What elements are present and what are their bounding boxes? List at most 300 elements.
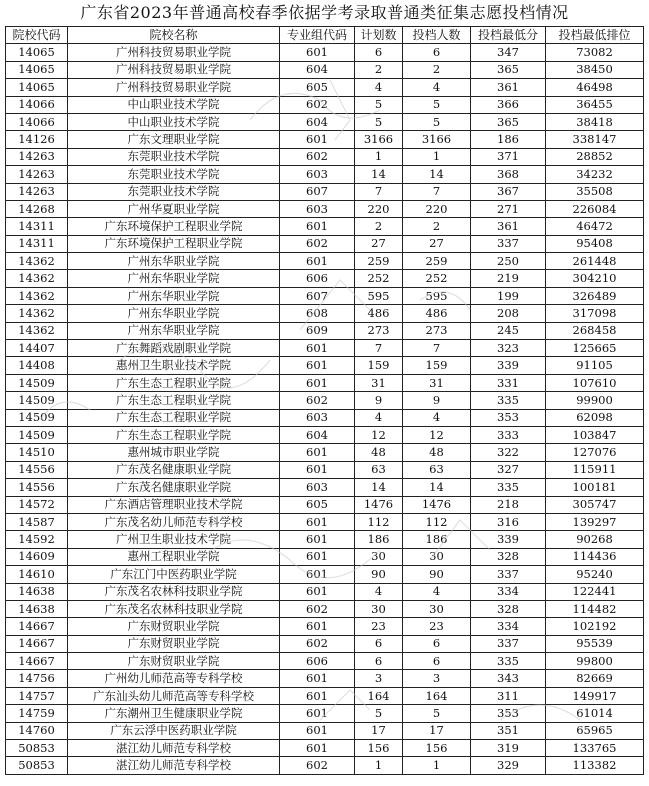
cell-school-name: 广东财贸职业学院: [68, 618, 280, 635]
cell-admitted-count: 63: [403, 461, 471, 478]
cell-school-code: 14066: [6, 96, 68, 113]
cell-min-rank: 102192: [546, 618, 644, 635]
cell-min-score: 328: [471, 548, 546, 565]
cell-school-code: 14509: [6, 409, 68, 426]
cell-major-group-code: 601: [280, 531, 355, 548]
cell-plan-count: 220: [355, 200, 403, 217]
cell-admitted-count: 5: [403, 113, 471, 130]
cell-min-rank: 61014: [546, 705, 644, 722]
cell-min-score: 186: [471, 131, 546, 148]
cell-min-score: 323: [471, 340, 546, 357]
cell-major-group-code: 603: [280, 200, 355, 217]
cell-min-rank: 95539: [546, 635, 644, 652]
cell-min-score: 218: [471, 496, 546, 513]
cell-major-group-code: 602: [280, 757, 355, 774]
cell-min-score: 343: [471, 670, 546, 687]
cell-school-code: 14311: [6, 218, 68, 235]
cell-school-name: 湛江幼儿师范专科学校: [68, 757, 280, 774]
cell-min-score: 245: [471, 322, 546, 339]
cell-min-score: 361: [471, 218, 546, 235]
cell-school-code: 14638: [6, 600, 68, 617]
cell-school-code: 14126: [6, 131, 68, 148]
table-row: [6, 566, 644, 583]
cell-plan-count: 1: [355, 148, 403, 165]
cell-admitted-count: 90: [403, 566, 471, 583]
table-row: [6, 600, 644, 617]
cell-plan-count: 9: [355, 392, 403, 409]
cell-admitted-count: 3: [403, 670, 471, 687]
cell-school-name: 中山职业技术学院: [68, 113, 280, 130]
cell-major-group-code: 601: [280, 722, 355, 739]
cell-min-rank: 62098: [546, 409, 644, 426]
cell-school-name: 广东茂名农林科技职业学院: [68, 600, 280, 617]
cell-school-code: 14667: [6, 635, 68, 652]
cell-school-name: 东莞职业技术学院: [68, 148, 280, 165]
cell-school-name: 惠州卫生职业技术学院: [68, 357, 280, 374]
table-row: [6, 322, 644, 339]
cell-min-rank: 115911: [546, 461, 644, 478]
cell-school-name: 广州东华职业学院: [68, 253, 280, 270]
cell-min-score: 333: [471, 426, 546, 443]
cell-min-rank: 65965: [546, 722, 644, 739]
cell-school-code: 14759: [6, 705, 68, 722]
cell-min-score: 365: [471, 113, 546, 130]
cell-school-name: 惠州工程职业学院: [68, 548, 280, 565]
cell-admitted-count: 4: [403, 583, 471, 600]
cell-min-score: 339: [471, 531, 546, 548]
table-header-row: [6, 27, 644, 44]
page-title: 广东省2023年普通高校春季依据学考录取普通类征集志愿投档情况: [80, 3, 569, 22]
cell-school-code: 14556: [6, 479, 68, 496]
cell-min-score: 327: [471, 461, 546, 478]
cell-major-group-code: 604: [280, 426, 355, 443]
cell-min-score: 334: [471, 583, 546, 600]
cell-plan-count: 112: [355, 513, 403, 530]
cell-min-rank: 46472: [546, 218, 644, 235]
table-row: [6, 444, 644, 461]
cell-min-rank: 133765: [546, 740, 644, 757]
cell-school-name: 广州东华职业学院: [68, 287, 280, 304]
cell-min-rank: 114482: [546, 600, 644, 617]
cell-plan-count: 3: [355, 670, 403, 687]
cell-school-name: 广东茂名幼儿师范专科学校: [68, 513, 280, 530]
cell-major-group-code: 601: [280, 705, 355, 722]
cell-admitted-count: 27: [403, 235, 471, 252]
cell-admitted-count: 48: [403, 444, 471, 461]
cell-school-code: 14311: [6, 235, 68, 252]
cell-major-group-code: 601: [280, 357, 355, 374]
cell-school-name: 广州科技贸易职业学院: [68, 61, 280, 78]
cell-plan-count: 2: [355, 218, 403, 235]
header-min-score: 投档最低分: [471, 27, 546, 44]
cell-min-rank: 127076: [546, 444, 644, 461]
cell-min-rank: 46498: [546, 79, 644, 96]
cell-school-code: 14609: [6, 548, 68, 565]
cell-school-code: 14510: [6, 444, 68, 461]
table-row: [6, 96, 644, 113]
cell-plan-count: 14: [355, 166, 403, 183]
table-row: [6, 740, 644, 757]
cell-admitted-count: 1: [403, 148, 471, 165]
cell-school-name: 广东云浮中医药职业学院: [68, 722, 280, 739]
cell-admitted-count: 595: [403, 287, 471, 304]
cell-min-score: 331: [471, 374, 546, 391]
cell-school-name: 广州科技贸易职业学院: [68, 44, 280, 61]
cell-school-name: 广东文理职业学院: [68, 131, 280, 148]
cell-min-score: 199: [471, 287, 546, 304]
cell-min-score: 250: [471, 253, 546, 270]
cell-school-code: 14065: [6, 44, 68, 61]
cell-min-score: 365: [471, 61, 546, 78]
cell-admitted-count: 220: [403, 200, 471, 217]
cell-min-score: 366: [471, 96, 546, 113]
cell-school-code: 14362: [6, 305, 68, 322]
cell-min-rank: 114436: [546, 548, 644, 565]
cell-min-score: 337: [471, 566, 546, 583]
cell-school-name: 广东生态工程职业学院: [68, 426, 280, 443]
cell-plan-count: 159: [355, 357, 403, 374]
cell-major-group-code: 606: [280, 653, 355, 670]
cell-min-rank: 28852: [546, 148, 644, 165]
cell-min-rank: 305747: [546, 496, 644, 513]
cell-admitted-count: 164: [403, 687, 471, 704]
cell-admitted-count: 1476: [403, 496, 471, 513]
cell-school-name: 广东生态工程职业学院: [68, 409, 280, 426]
cell-min-rank: 304210: [546, 270, 644, 287]
table-row: [6, 635, 644, 652]
cell-school-name: 广州幼儿师范高等专科学校: [68, 670, 280, 687]
cell-plan-count: 4: [355, 409, 403, 426]
cell-admitted-count: 9: [403, 392, 471, 409]
cell-min-score: 337: [471, 235, 546, 252]
cell-min-rank: 125665: [546, 340, 644, 357]
cell-plan-count: 3166: [355, 131, 403, 148]
cell-plan-count: 14: [355, 479, 403, 496]
cell-school-name: 惠州城市职业学院: [68, 444, 280, 461]
cell-plan-count: 7: [355, 340, 403, 357]
table-body: [6, 44, 644, 774]
table-row: [6, 583, 644, 600]
table-row: [6, 44, 644, 61]
table-row: [6, 113, 644, 130]
cell-school-code: 14667: [6, 653, 68, 670]
cell-min-rank: 35508: [546, 183, 644, 200]
cell-school-code: 14509: [6, 374, 68, 391]
cell-min-score: 334: [471, 618, 546, 635]
cell-plan-count: 2: [355, 61, 403, 78]
cell-min-score: 329: [471, 757, 546, 774]
cell-major-group-code: 603: [280, 409, 355, 426]
table-row: [6, 183, 644, 200]
cell-major-group-code: 602: [280, 148, 355, 165]
table-row: [6, 496, 644, 513]
cell-min-rank: 90268: [546, 531, 644, 548]
cell-school-name: 广州东华职业学院: [68, 270, 280, 287]
header-admitted-count: 投档人数: [403, 27, 471, 44]
cell-min-score: 367: [471, 183, 546, 200]
cell-major-group-code: 601: [280, 461, 355, 478]
cell-major-group-code: 602: [280, 635, 355, 652]
cell-min-rank: 95240: [546, 566, 644, 583]
cell-school-code: 14509: [6, 392, 68, 409]
cell-school-name: 广州东华职业学院: [68, 305, 280, 322]
cell-school-code: 14638: [6, 583, 68, 600]
cell-min-score: 335: [471, 479, 546, 496]
cell-min-rank: 99800: [546, 653, 644, 670]
cell-major-group-code: 601: [280, 566, 355, 583]
cell-school-name: 广东环境保护工程职业学院: [68, 235, 280, 252]
cell-plan-count: 156: [355, 740, 403, 757]
cell-plan-count: 5: [355, 113, 403, 130]
cell-school-code: 14610: [6, 566, 68, 583]
table-row: [6, 287, 644, 304]
table-row: [6, 513, 644, 530]
cell-min-score: 335: [471, 653, 546, 670]
table-row: [6, 426, 644, 443]
cell-min-rank: 38450: [546, 61, 644, 78]
table-row: [6, 270, 644, 287]
cell-plan-count: 30: [355, 548, 403, 565]
cell-min-rank: 91105: [546, 357, 644, 374]
cell-major-group-code: 607: [280, 183, 355, 200]
cell-min-rank: 122441: [546, 583, 644, 600]
cell-admitted-count: 30: [403, 548, 471, 565]
cell-school-name: 广东江门中医药职业学院: [68, 566, 280, 583]
cell-admitted-count: 14: [403, 479, 471, 496]
cell-plan-count: 259: [355, 253, 403, 270]
cell-plan-count: 595: [355, 287, 403, 304]
table-row: [6, 653, 644, 670]
cell-plan-count: 12: [355, 426, 403, 443]
cell-major-group-code: 601: [280, 583, 355, 600]
cell-school-name: 广州科技贸易职业学院: [68, 79, 280, 96]
table-row: [6, 340, 644, 357]
cell-plan-count: 1476: [355, 496, 403, 513]
table-row: [6, 200, 644, 217]
cell-min-rank: 317098: [546, 305, 644, 322]
cell-admitted-count: 23: [403, 618, 471, 635]
cell-plan-count: 252: [355, 270, 403, 287]
cell-major-group-code: 601: [280, 44, 355, 61]
cell-plan-count: 273: [355, 322, 403, 339]
cell-min-rank: 73082: [546, 44, 644, 61]
cell-admitted-count: 2: [403, 218, 471, 235]
cell-min-rank: 82669: [546, 670, 644, 687]
admission-table: [5, 26, 644, 775]
cell-plan-count: 4: [355, 583, 403, 600]
cell-plan-count: 5: [355, 96, 403, 113]
table-row: [6, 618, 644, 635]
cell-school-name: 广东生态工程职业学院: [68, 392, 280, 409]
cell-admitted-count: 4: [403, 409, 471, 426]
cell-school-name: 广东茂名农林科技职业学院: [68, 583, 280, 600]
cell-major-group-code: 601: [280, 374, 355, 391]
cell-admitted-count: 31: [403, 374, 471, 391]
cell-major-group-code: 603: [280, 479, 355, 496]
cell-major-group-code: 605: [280, 496, 355, 513]
cell-admitted-count: 186: [403, 531, 471, 548]
cell-school-name: 广东财贸职业学院: [68, 635, 280, 652]
cell-min-score: 219: [471, 270, 546, 287]
cell-min-rank: 113382: [546, 757, 644, 774]
cell-min-score: 316: [471, 513, 546, 530]
cell-school-code: 14756: [6, 670, 68, 687]
cell-plan-count: 48: [355, 444, 403, 461]
table-row: [6, 757, 644, 774]
cell-admitted-count: 1: [403, 757, 471, 774]
cell-admitted-count: 12: [403, 426, 471, 443]
cell-plan-count: 90: [355, 566, 403, 583]
cell-min-score: 353: [471, 409, 546, 426]
cell-school-code: 50853: [6, 740, 68, 757]
cell-school-name: 广东茂名健康职业学院: [68, 461, 280, 478]
table-row: [6, 392, 644, 409]
cell-school-name: 广州东华职业学院: [68, 322, 280, 339]
cell-plan-count: 31: [355, 374, 403, 391]
cell-min-score: 328: [471, 600, 546, 617]
cell-school-code: 50853: [6, 757, 68, 774]
cell-min-score: 353: [471, 705, 546, 722]
cell-school-code: 14263: [6, 166, 68, 183]
cell-school-name: 广东生态工程职业学院: [68, 374, 280, 391]
cell-major-group-code: 601: [280, 548, 355, 565]
cell-min-score: 208: [471, 305, 546, 322]
table-row: [6, 722, 644, 739]
header-school-name: 院校名称: [68, 27, 280, 44]
cell-admitted-count: 5: [403, 96, 471, 113]
cell-school-code: 14667: [6, 618, 68, 635]
cell-plan-count: 30: [355, 600, 403, 617]
cell-plan-count: 164: [355, 687, 403, 704]
cell-plan-count: 6: [355, 653, 403, 670]
cell-major-group-code: 602: [280, 235, 355, 252]
cell-plan-count: 5: [355, 705, 403, 722]
cell-admitted-count: 2: [403, 61, 471, 78]
cell-plan-count: 186: [355, 531, 403, 548]
table-row: [6, 166, 644, 183]
cell-school-code: 14362: [6, 287, 68, 304]
cell-school-code: 14757: [6, 687, 68, 704]
cell-admitted-count: 259: [403, 253, 471, 270]
cell-school-code: 14362: [6, 270, 68, 287]
cell-school-code: 14572: [6, 496, 68, 513]
cell-school-name: 广东财贸职业学院: [68, 653, 280, 670]
cell-plan-count: 17: [355, 722, 403, 739]
cell-admitted-count: 156: [403, 740, 471, 757]
cell-major-group-code: 601: [280, 618, 355, 635]
table-row: [6, 148, 644, 165]
table-row: [6, 531, 644, 548]
cell-plan-count: 1: [355, 757, 403, 774]
cell-min-rank: 36455: [546, 96, 644, 113]
table-row: [6, 687, 644, 704]
table-row: [6, 705, 644, 722]
cell-major-group-code: 604: [280, 61, 355, 78]
cell-min-score: 347: [471, 44, 546, 61]
cell-school-code: 14587: [6, 513, 68, 530]
cell-min-rank: 338147: [546, 131, 644, 148]
cell-plan-count: 23: [355, 618, 403, 635]
cell-admitted-count: 17: [403, 722, 471, 739]
cell-school-name: 广州卫生职业技术学院: [68, 531, 280, 548]
cell-min-rank: 226084: [546, 200, 644, 217]
table-row: [6, 374, 644, 391]
cell-min-rank: 149917: [546, 687, 644, 704]
cell-min-score: 271: [471, 200, 546, 217]
cell-school-code: 14509: [6, 426, 68, 443]
cell-plan-count: 6: [355, 635, 403, 652]
table-row: [6, 409, 644, 426]
cell-min-score: 337: [471, 635, 546, 652]
cell-admitted-count: 4: [403, 79, 471, 96]
cell-major-group-code: 605: [280, 79, 355, 96]
cell-admitted-count: 7: [403, 183, 471, 200]
cell-min-score: 319: [471, 740, 546, 757]
table-row: [6, 548, 644, 565]
cell-min-rank: 268458: [546, 322, 644, 339]
cell-min-score: 339: [471, 357, 546, 374]
cell-admitted-count: 7: [403, 340, 471, 357]
cell-plan-count: 27: [355, 235, 403, 252]
cell-major-group-code: 602: [280, 600, 355, 617]
cell-min-rank: 261448: [546, 253, 644, 270]
cell-major-group-code: 607: [280, 287, 355, 304]
table-row: [6, 61, 644, 78]
table-row: [6, 131, 644, 148]
cell-min-score: 371: [471, 148, 546, 165]
cell-school-name: 广东潮州卫生健康职业学院: [68, 705, 280, 722]
cell-min-score: 351: [471, 722, 546, 739]
table-row: [6, 253, 644, 270]
cell-admitted-count: 6: [403, 44, 471, 61]
cell-school-name: 广东环境保护工程职业学院: [68, 218, 280, 235]
cell-school-code: 14408: [6, 357, 68, 374]
cell-min-rank: 99900: [546, 392, 644, 409]
cell-admitted-count: 30: [403, 600, 471, 617]
cell-school-name: 湛江幼儿师范专科学校: [68, 740, 280, 757]
cell-major-group-code: 601: [280, 444, 355, 461]
cell-school-code: 14362: [6, 253, 68, 270]
cell-school-name: 广州华夏职业学院: [68, 200, 280, 217]
cell-school-code: 14263: [6, 148, 68, 165]
cell-min-rank: 107610: [546, 374, 644, 391]
cell-admitted-count: 6: [403, 653, 471, 670]
cell-school-name: 东莞职业技术学院: [68, 183, 280, 200]
cell-admitted-count: 159: [403, 357, 471, 374]
cell-school-name: 广东舞蹈戏剧职业学院: [68, 340, 280, 357]
table-row: [6, 461, 644, 478]
cell-min-rank: 95408: [546, 235, 644, 252]
cell-major-group-code: 601: [280, 340, 355, 357]
header-plan-count: 计划数: [355, 27, 403, 44]
cell-school-code: 14592: [6, 531, 68, 548]
table-row: [6, 218, 644, 235]
cell-min-rank: 139297: [546, 513, 644, 530]
cell-min-rank: 100181: [546, 479, 644, 496]
cell-school-code: 14268: [6, 200, 68, 217]
cell-school-code: 14407: [6, 340, 68, 357]
cell-school-name: 广东汕头幼儿师范高等专科学校: [68, 687, 280, 704]
cell-admitted-count: 5: [403, 705, 471, 722]
cell-admitted-count: 14: [403, 166, 471, 183]
cell-min-score: 368: [471, 166, 546, 183]
cell-min-score: 335: [471, 392, 546, 409]
cell-school-code: 14065: [6, 61, 68, 78]
cell-admitted-count: 3166: [403, 131, 471, 148]
cell-admitted-count: 486: [403, 305, 471, 322]
cell-major-group-code: 601: [280, 131, 355, 148]
header-major-group-code: 专业组代码: [280, 27, 355, 44]
